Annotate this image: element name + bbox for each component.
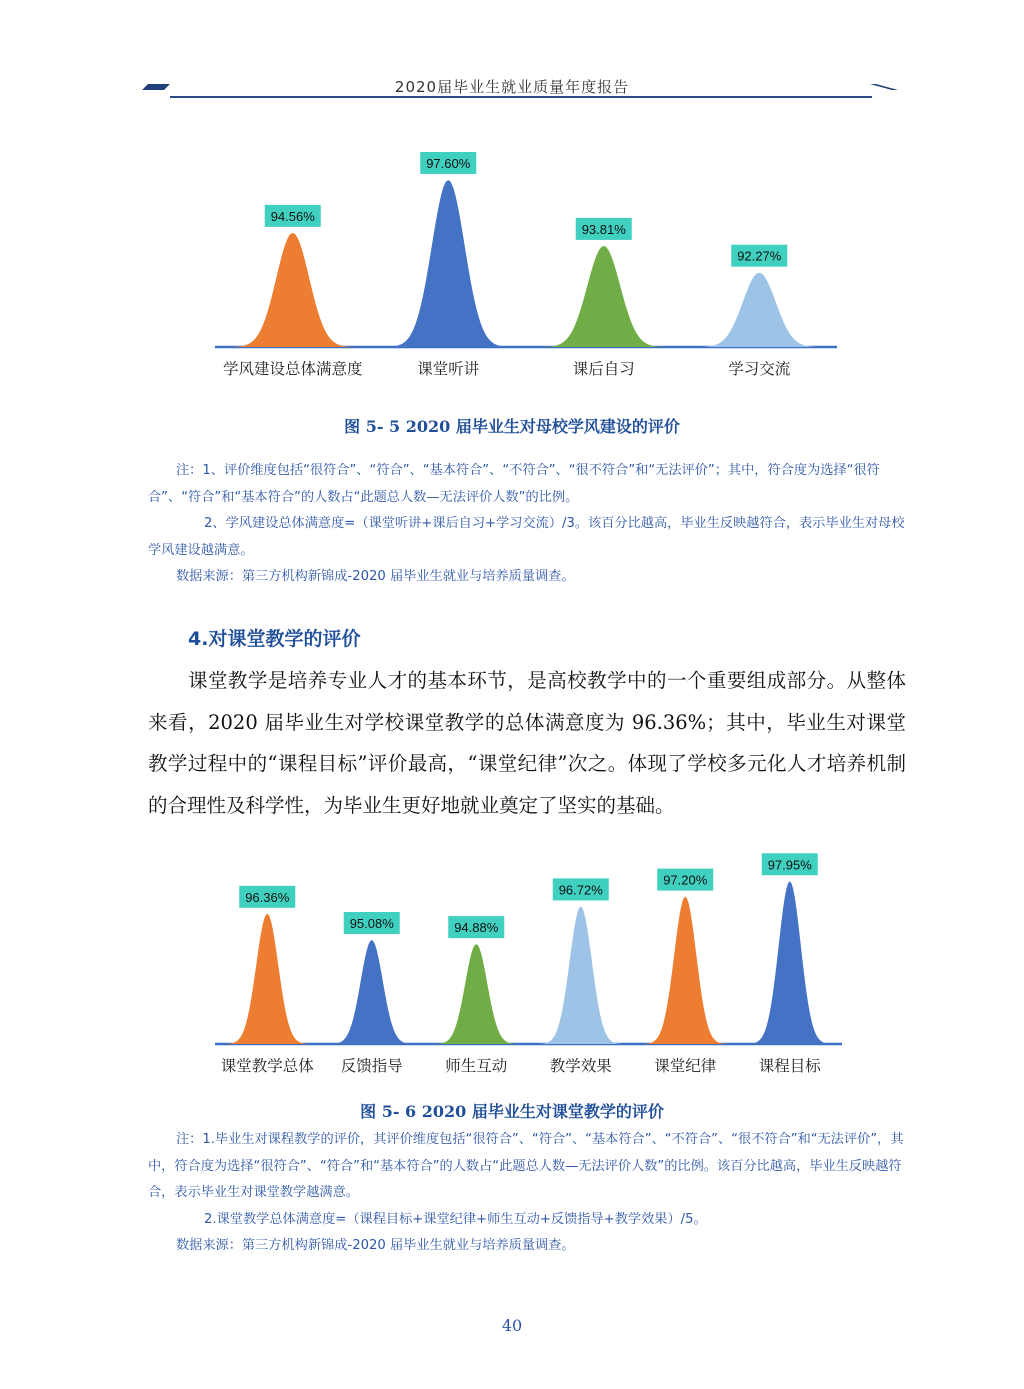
value-label-2: 95.08% — [349, 916, 394, 932]
peak-4 — [685, 273, 834, 347]
value-label-5: 97.20% — [663, 872, 708, 888]
figure-5-5-note-1: 注：1、评价维度包括“很符合”、“符合”、“基本符合”、“不符合”、“很不符合”和“无法评价”；其中，符合度为选择“很符合”、“符合”和“基本符合”的人数占“此题总人数—无法评价人数”的比例。 — [148, 463, 880, 505]
category-label-4: 学习交流 — [728, 360, 791, 378]
peak-2 — [374, 180, 523, 347]
figure-5-6-note-1: 注：1.毕业生对课程教学的评价，其评价维度包括“很符合”、“符合”、“基本符合”、“不符合”、“很不符合”和“无法评价”，其中，符合度为选择“很符合”、“符合”和“基本符合”的人数占“此题总人数—无法评价人数”的比例。该百分比越高，毕业生反映越符合，表示毕业生对课堂教学越满意。 — [148, 1132, 904, 1200]
category-label-4: 教学效果 — [549, 1057, 612, 1075]
peak-4 — [531, 906, 631, 1044]
report-header-title: 2020届毕业生就业质量年度报告 — [394, 78, 630, 96]
figure-5-6-svg — [210, 830, 860, 1090]
peak-5 — [635, 897, 735, 1044]
figure-5-6-notes — [148, 1127, 908, 1260]
category-label-2: 反馈指导 — [340, 1057, 403, 1075]
value-label-4: 92.27% — [737, 248, 782, 264]
section-body — [148, 660, 906, 826]
peak-6 — [740, 881, 840, 1044]
peak-3 — [529, 246, 678, 347]
peak-1 — [217, 914, 317, 1044]
page-number: 40 — [501, 1316, 523, 1335]
peak-3 — [426, 944, 526, 1044]
category-label-5: 课堂纪律 — [654, 1057, 717, 1075]
figure-5-6-note-2: 2.课堂教学总体满意度=（课程目标+课堂纪律+师生互动+反馈指导+教学效果）/5。 — [204, 1211, 707, 1227]
section-heading: 4.对课堂教学的评价 — [188, 628, 361, 650]
figure-5-6-caption: 图 5- 6 2020 届毕业生对课堂教学的评价 — [360, 1102, 664, 1121]
category-label-1: 学风建设总体满意度 — [222, 360, 363, 378]
value-label-3: 93.81% — [581, 221, 626, 237]
value-label-6: 97.95% — [767, 857, 812, 873]
category-label-6: 课程目标 — [758, 1057, 821, 1075]
category-label-3: 课后自习 — [572, 360, 635, 378]
value-label-3: 94.88% — [454, 920, 499, 936]
value-label-1: 94.56% — [270, 208, 315, 224]
figure-5-6-source: 数据来源：第三方机构新锦成-2020 届毕业生就业与培养质量调查。 — [176, 1238, 575, 1253]
figure-5-5-note-2: 2、学风建设总体满意度=（课堂听讲+课后自习+学习交流）/3。该百分比越高，毕业生反映越符合，表示毕业生对母校学风建设越满意。 — [148, 516, 905, 558]
peak-1 — [218, 233, 367, 347]
peak-2 — [322, 940, 422, 1044]
figure-5-5-chart — [200, 130, 850, 390]
value-label-4: 96.72% — [558, 882, 603, 898]
figure-5-5-caption: 图 5- 5 2020 届毕业生对母校学风建设的评价 — [344, 417, 680, 436]
category-label-2: 课堂听讲 — [417, 360, 480, 378]
figure-5-5-source: 数据来源：第三方机构新锦成-2020 届毕业生就业与培养质量调查。 — [176, 569, 575, 584]
figure-5-5-notes — [148, 458, 908, 591]
value-label-2: 97.60% — [426, 155, 471, 171]
figure-5-5-svg — [200, 130, 850, 390]
category-label-1: 课堂教学总体 — [220, 1057, 314, 1075]
section-paragraph: 课堂教学是培养专业人才的基本环节，是高校教学中的一个重要组成部分。从整体来看，2020 届毕业生对学校课堂教学的总体满意度为 96.36%；其中，毕业生对课堂教学过程中的“课程目标”评价最高，“课堂纪律”次之。体现了学校多元化人才培养机制的合理性及科学性，为毕业生更好地就业奠定了坚实的基础。 — [148, 669, 906, 817]
figure-5-6-chart — [210, 830, 860, 1090]
value-label-1: 96.36% — [245, 889, 290, 905]
category-label-3: 师生互动 — [445, 1057, 508, 1075]
